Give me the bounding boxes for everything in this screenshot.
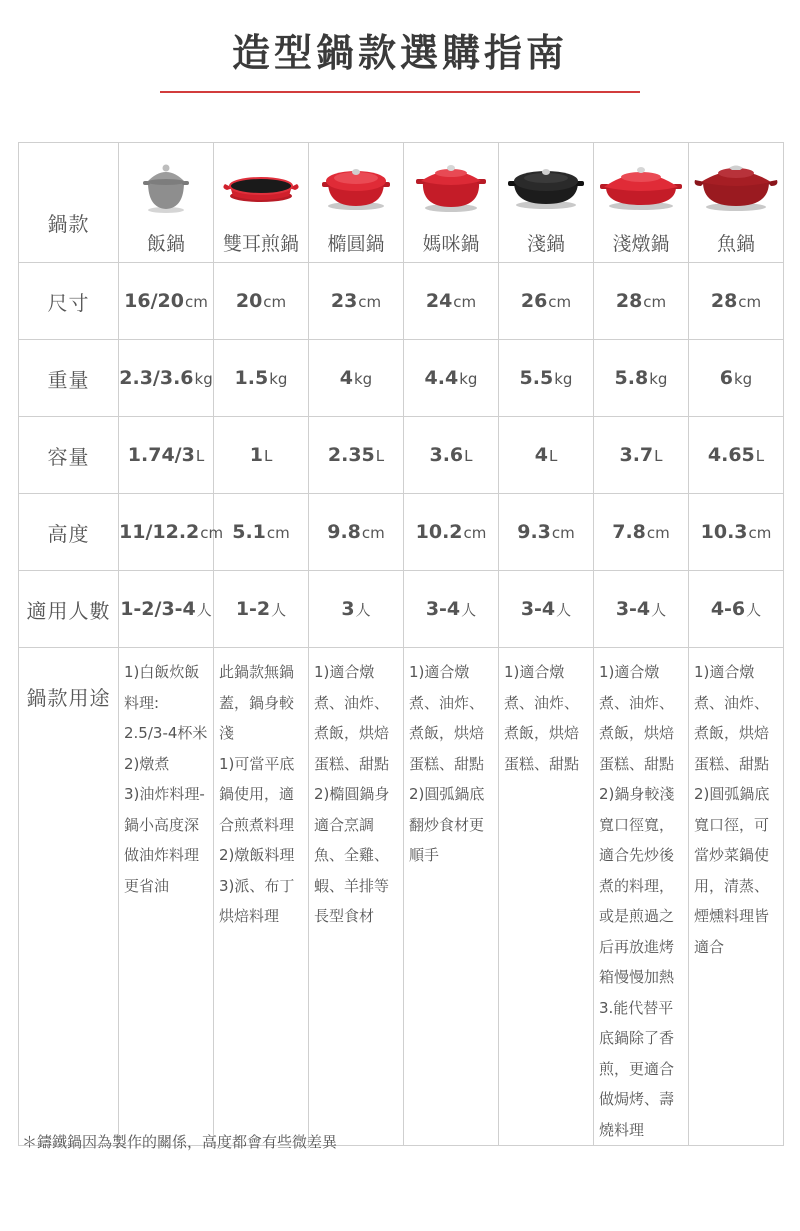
table-cell [499,494,594,571]
row-label-cell [19,263,119,340]
red-double-handle-frying-pan-icon [214,149,308,223]
usage-text: 1)適合燉煮、油炸、煮飯，烘焙蛋糕、甜點 2)橢圓鍋身適合烹調魚、全雞、蝦、羊排等長型食材 [314,663,390,925]
pot-cell-braiser [594,143,689,263]
height-value: 9.8cm [327,521,385,543]
table-cell [214,648,309,1146]
pot-name: 雙耳煎鍋 [222,233,299,255]
table-cell [594,494,689,571]
table-cell [119,494,224,571]
size-value: 16/20cm [124,290,208,312]
table-cell [214,417,309,494]
servings-row [19,571,784,648]
row-label-servings: 適用人數 [26,598,111,623]
table-cell [119,417,214,494]
table-cell [404,494,499,571]
row-label-cell [19,340,119,417]
size-value: 20cm [235,290,287,312]
table-cell [119,340,214,417]
table-cell [119,571,214,648]
row-label-cell [19,648,119,1146]
pot-cell-rice [119,143,214,263]
table-cell [214,263,309,340]
capacity-value: 1.74/3L [127,444,205,466]
table-cell [594,571,689,648]
size-value: 23cm [330,290,382,312]
servings-value: 1-2人 [235,598,287,620]
size-value: 24cm [425,290,477,312]
pot-name: 媽咪鍋 [422,233,480,255]
table-cell [404,648,499,1146]
servings-value: 3-4人 [615,598,667,620]
servings-value: 4-6人 [710,598,762,620]
capacity-value: 2.35L [327,444,385,466]
table-cell [689,263,784,340]
capacity-value: 3.6L [429,444,473,466]
height-value: 10.3cm [700,521,772,543]
gray-round-rice-pot-icon [119,149,213,223]
usage-row [19,648,784,1146]
row-label-model: 鍋款 [47,212,90,236]
page-title: 造型鍋款選購指南 [231,30,568,75]
pot-cell-mama [404,143,499,263]
capacity-row [19,417,784,494]
height-value: 11/12.2cm [119,521,224,543]
table-cell [689,494,784,571]
pot-cell-oval [309,143,404,263]
pot-cell-shallow [499,143,594,263]
table-cell [689,417,784,494]
usage-text: 1)適合燉煮、油炸、煮飯，烘焙蛋糕、甜點 2)鍋身較淺寬口徑寬，適合先炒後煮的料理，或是煎過之后再放進烤箱慢慢加熱 3.能代替平底鍋除了香煎，更適合做焗烤、壽燒料理 [599,663,675,1139]
table-cell [309,263,404,340]
height-value: 7.8cm [612,521,670,543]
table-cell [499,340,594,417]
weight-value: 5.5kg [519,367,573,389]
row-label-size: 尺寸 [47,290,90,315]
capacity-value: 4.65L [707,444,765,466]
capacity-value: 4L [534,444,558,466]
table-cell [214,571,309,648]
black-shallow-pot-icon [499,149,593,223]
row-label-weight: 重量 [47,367,90,392]
footnote: ＊鑄鐵鍋因為製作的關係，高度都會有些微差異 [22,1133,338,1151]
height-value: 9.3cm [517,521,575,543]
row-label-cell [19,417,119,494]
capacity-value: 3.7L [619,444,663,466]
servings-value: 3人 [341,598,371,620]
table-cell [594,340,689,417]
row-label-cell [19,494,119,571]
table-cell [594,263,689,340]
table-cell [309,494,404,571]
usage-text: 此鍋款無鍋蓋，鍋身較淺 1)可當平底鍋使用，適合煎煮料理 2)燉飯料理 3)派、布丁烘焙料理 [219,663,295,925]
size-value: 28cm [615,290,667,312]
table-cell [499,417,594,494]
table-cell [594,648,689,1146]
pot-name: 魚鍋 [716,233,755,255]
table-cell [309,417,404,494]
pot-cell-frying-pan [214,143,309,263]
pot-cell-fish [689,143,784,263]
table-cell [689,571,784,648]
red-shallow-braiser-icon [594,149,688,223]
table-cell [119,263,214,340]
size-value: 26cm [520,290,572,312]
size-value: 28cm [710,290,762,312]
row-label-capacity: 容量 [47,444,90,469]
table-cell [689,340,784,417]
usage-text: 1)適合燉煮、油炸、煮飯，烘焙蛋糕、甜點 2)圓弧鍋底翻炒食材更順手 [409,663,485,864]
table-cell [404,571,499,648]
model-row [19,143,784,263]
weight-value: 1.5kg [234,367,288,389]
table-cell [309,340,404,417]
table-cell [214,494,309,571]
comparison-table [18,142,784,1146]
red-oval-pot-icon [309,149,403,223]
table-cell [594,417,689,494]
row-label-cell [19,571,119,648]
usage-text: 1)適合燉煮、油炸、煮飯，烘焙蛋糕、甜點 2)圓弧鍋底寬口徑，可當炒菜鍋使用，清蒸、煙燻料理皆適合 [694,663,770,956]
table-cell [499,571,594,648]
table-cell [404,340,499,417]
servings-value: 1-2/3-4人 [120,598,212,620]
table-cell [689,648,784,1146]
table-cell [499,648,594,1146]
usage-text: 1)適合燉煮、油炸、煮飯，烘焙蛋糕、甜點 [504,663,580,773]
pot-name: 淺鍋 [526,233,565,255]
title-underline [160,91,640,93]
table-cell [309,648,404,1146]
row-label-usage: 鍋款用途 [26,686,111,710]
table-cell [499,263,594,340]
height-value: 5.1cm [232,521,290,543]
weight-row [19,340,784,417]
model-row-label-cell [19,143,119,263]
height-value: 10.2cm [415,521,487,543]
weight-value: 4kg [339,367,373,389]
servings-value: 3-4人 [520,598,572,620]
height-row [19,494,784,571]
pot-name: 飯鍋 [146,233,185,255]
table-cell [404,263,499,340]
table-cell [404,417,499,494]
table-cell [309,571,404,648]
weight-value: 4.4kg [424,367,478,389]
weight-value: 5.8kg [614,367,668,389]
weight-value: 2.3/3.6kg [119,367,213,389]
row-label-height: 高度 [47,521,90,546]
capacity-value: 1L [249,444,273,466]
pot-name: 橢圓鍋 [327,233,385,255]
red-mama-pot-icon [404,149,498,223]
pot-name: 淺燉鍋 [612,233,670,255]
table-cell [214,340,309,417]
dark-red-fish-pot-icon [689,149,783,223]
usage-text: 1)白飯炊飯料理: 2.5/3-4杯米 2)燉煮 3)油炸料理-鍋小高度深做油炸料理更省油 [124,663,208,895]
servings-value: 3-4人 [425,598,477,620]
size-row [19,263,784,340]
weight-value: 6kg [719,367,753,389]
table-cell [119,648,214,1146]
